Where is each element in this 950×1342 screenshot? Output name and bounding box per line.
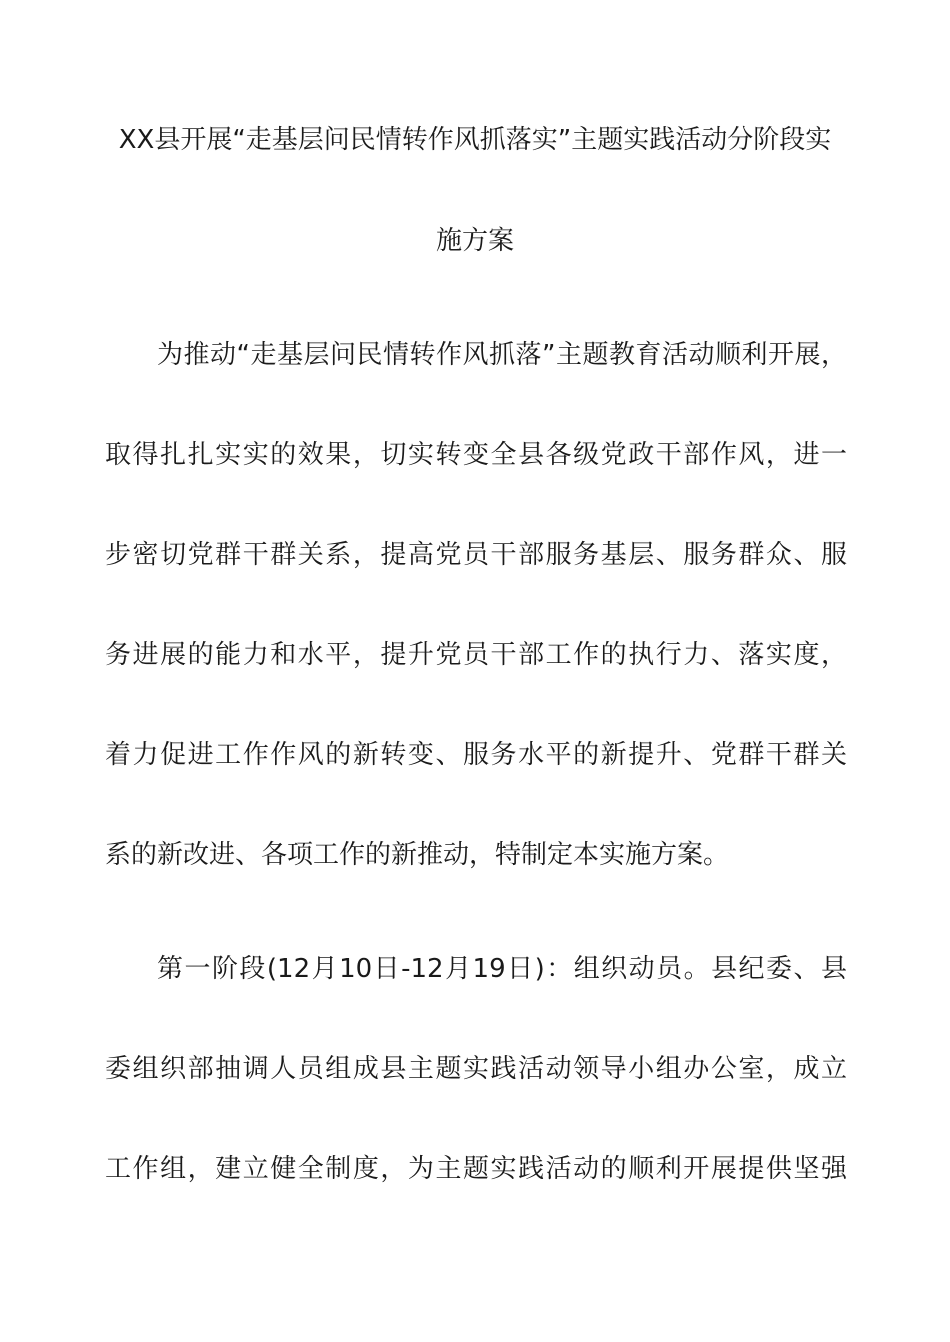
paragraph-2-line-1: 第一阶段(12月10日-12月19日)：组织动员。县纪委、县 [157,954,847,984]
paragraph-1-line-6: 系的新改进、各项工作的新推动，特制定本实施方案。 [105,840,730,870]
paragraph-2-line-3: 工作组，建立健全制度，为主题实践活动的顺利开展提供坚强 [105,1154,847,1184]
paragraph-1-line-1: 为推动“走基层问民情转作风抓落”主题教育活动顺利开展， [157,340,847,370]
document-title-line-1: XX县开展“走基层问民情转作风抓落实”主题实践活动分阶段实 [118,125,832,155]
paragraph-1-line-4: 务进展的能力和水平，提升党员干部工作的执行力、落实度， [105,640,847,670]
document-title-line-2: 施方案 [435,226,514,256]
paragraph-1-line-5: 着力促进工作作风的新转变、服务水平的新提升、党群干群关 [105,740,847,770]
paragraph-2-line-2: 委组织部抽调人员组成县主题实践活动领导小组办公室，成立 [105,1054,847,1084]
paragraph-1-line-3: 步密切党群干群关系，提高党员干部服务基层、服务群众、服 [105,540,847,570]
paragraph-1-line-2: 取得扎扎实实的效果，切实转变全县各级党政干部作风，进一 [105,440,847,470]
